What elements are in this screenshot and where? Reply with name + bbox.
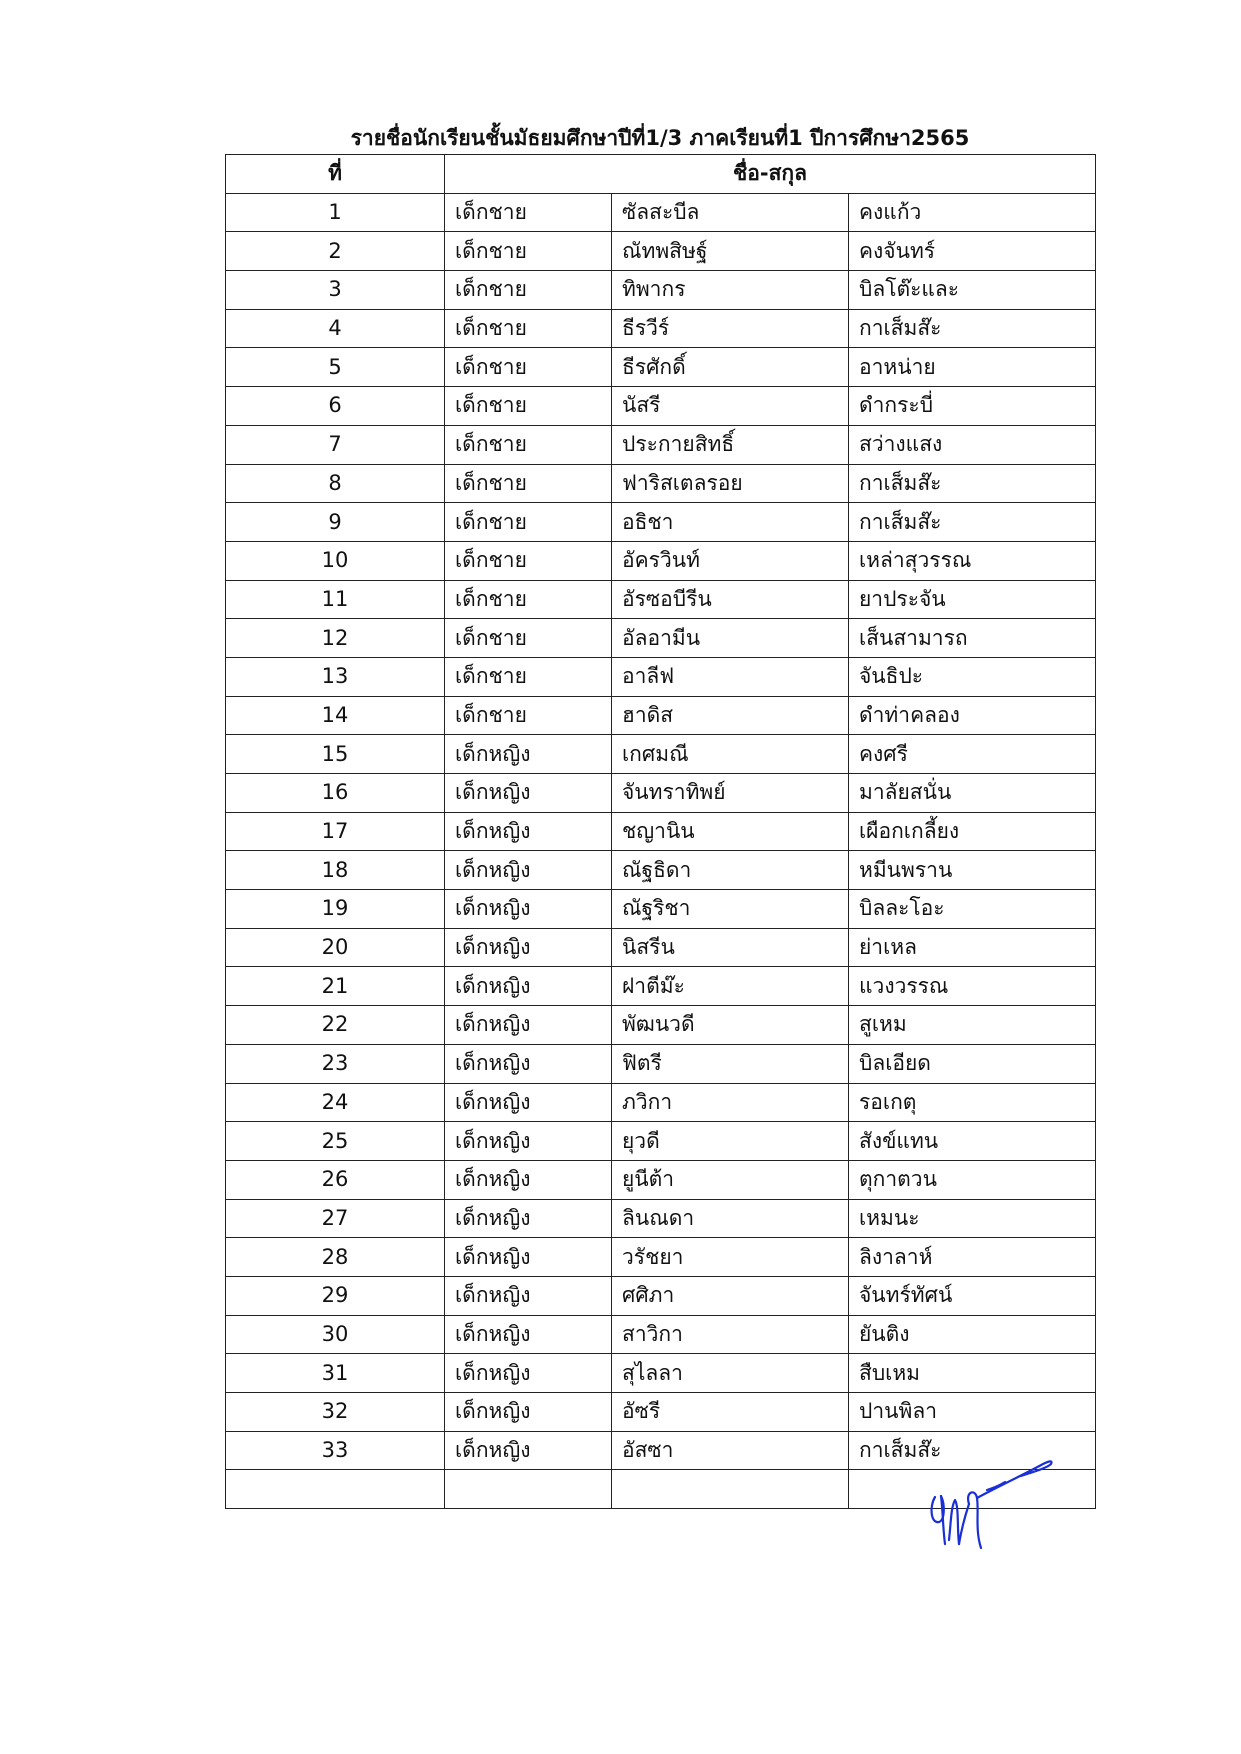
student-prefix: เด็กหญิง [445, 1122, 612, 1161]
student-number: 22 [226, 1006, 445, 1045]
student-number: 3 [226, 271, 445, 310]
student-first-name [612, 1470, 849, 1509]
student-number: 19 [226, 890, 445, 929]
table-row [226, 271, 1096, 310]
student-last-name: สูเหม [849, 1006, 1096, 1045]
student-first-name: พัฒนวดี [612, 1006, 849, 1045]
page-title: รายชื่อนักเรียนชั้นมัธยมศึกษาปีที่1/3 ภาคเรียนที่1 ปีการศึกษา2565 [350, 126, 970, 150]
student-last-name: ลิงาลาห์ [849, 1238, 1096, 1277]
table-row [226, 619, 1096, 658]
table-row [226, 774, 1096, 813]
student-last-name: ยาประจัน [849, 580, 1096, 619]
table-row [226, 735, 1096, 774]
student-prefix: เด็กชาย [445, 657, 612, 696]
table-row [226, 193, 1096, 232]
table-row [226, 425, 1096, 464]
table-row [226, 1393, 1096, 1432]
student-last-name: สังข์แทน [849, 1122, 1096, 1161]
student-number: 26 [226, 1160, 445, 1199]
student-prefix: เด็กหญิง [445, 1276, 612, 1315]
table-row [226, 928, 1096, 967]
table-row [226, 1276, 1096, 1315]
table-row [226, 1044, 1096, 1083]
student-first-name: อาลีฟ [612, 657, 849, 696]
table-row [226, 657, 1096, 696]
student-prefix: เด็กหญิง [445, 774, 612, 813]
student-last-name: อาหน่าย [849, 348, 1096, 387]
student-first-name: อัซรี [612, 1393, 849, 1432]
student-last-name: ปานพิลา [849, 1393, 1096, 1432]
student-number: 33 [226, 1431, 445, 1470]
student-first-name: ยุวดี [612, 1122, 849, 1161]
student-prefix: เด็กหญิง [445, 1393, 612, 1432]
table-row [226, 464, 1096, 503]
table-row [226, 387, 1096, 426]
student-first-name: ฟาริสเตลรอย [612, 464, 849, 503]
student-last-name: จันธิปะ [849, 657, 1096, 696]
table-row [226, 1354, 1096, 1393]
student-number: 32 [226, 1393, 445, 1432]
table-row [226, 503, 1096, 542]
table-row [226, 812, 1096, 851]
student-first-name: ลินณดา [612, 1199, 849, 1238]
student-prefix: เด็กชาย [445, 464, 612, 503]
student-prefix: เด็กชาย [445, 541, 612, 580]
student-number: 28 [226, 1238, 445, 1277]
table-body [226, 193, 1096, 1508]
student-first-name: อัรซอบีรีน [612, 580, 849, 619]
table-header-row [226, 155, 1096, 194]
student-prefix [445, 1470, 612, 1509]
student-first-name: ยูนีต้า [612, 1160, 849, 1199]
table-row [226, 1160, 1096, 1199]
student-first-name: นิสรีน [612, 928, 849, 967]
student-prefix: เด็กหญิง [445, 1238, 612, 1277]
student-first-name: ทิพากร [612, 271, 849, 310]
student-number: 25 [226, 1122, 445, 1161]
table-row [226, 967, 1096, 1006]
student-first-name: ซัลสะบีล [612, 193, 849, 232]
student-prefix: เด็กหญิง [445, 1199, 612, 1238]
student-last-name: สว่างแสง [849, 425, 1096, 464]
student-last-name: คงศรี [849, 735, 1096, 774]
table-row [226, 1006, 1096, 1045]
student-number: 12 [226, 619, 445, 658]
student-number: 6 [226, 387, 445, 426]
student-number: 24 [226, 1083, 445, 1122]
student-number: 8 [226, 464, 445, 503]
table-row [226, 1199, 1096, 1238]
student-first-name: สุไลลา [612, 1354, 849, 1393]
student-first-name: ณัฐธิดา [612, 851, 849, 890]
student-last-name: บิลโต๊ะและ [849, 271, 1096, 310]
student-number: 13 [226, 657, 445, 696]
table-row [226, 232, 1096, 271]
student-prefix: เด็กหญิง [445, 1160, 612, 1199]
student-prefix: เด็กหญิง [445, 928, 612, 967]
student-number: 15 [226, 735, 445, 774]
student-first-name: ชญานิน [612, 812, 849, 851]
student-last-name: เผือกเกลี้ยง [849, 812, 1096, 851]
student-first-name: ฟิตรี [612, 1044, 849, 1083]
student-first-name: อธิชา [612, 503, 849, 542]
student-prefix: เด็กหญิง [445, 812, 612, 851]
student-number: 30 [226, 1315, 445, 1354]
student-last-name: กาเส็มส๊ะ [849, 1431, 1096, 1470]
table-row [226, 890, 1096, 929]
student-first-name: ศศิภา [612, 1276, 849, 1315]
student-first-name: ภวิกา [612, 1083, 849, 1122]
student-last-name: ดำกระบี่ [849, 387, 1096, 426]
student-number: 10 [226, 541, 445, 580]
student-prefix: เด็กชาย [445, 232, 612, 271]
student-first-name: สาวิกา [612, 1315, 849, 1354]
student-number: 17 [226, 812, 445, 851]
student-number: 29 [226, 1276, 445, 1315]
signature-icon [925, 1452, 1075, 1562]
student-number: 27 [226, 1199, 445, 1238]
student-prefix: เด็กชาย [445, 387, 612, 426]
student-number: 1 [226, 193, 445, 232]
student-prefix: เด็กหญิง [445, 1083, 612, 1122]
student-last-name: หมีนพราน [849, 851, 1096, 890]
student-prefix: เด็กชาย [445, 309, 612, 348]
table-row [226, 851, 1096, 890]
student-prefix: เด็กหญิง [445, 890, 612, 929]
table-row [226, 1083, 1096, 1122]
student-first-name: ฮาดิส [612, 696, 849, 735]
student-last-name: คงแก้ว [849, 193, 1096, 232]
student-number: 21 [226, 967, 445, 1006]
student-first-name: นัสรี [612, 387, 849, 426]
table-row [226, 1238, 1096, 1277]
student-prefix: เด็กหญิง [445, 1315, 612, 1354]
table-row [226, 1315, 1096, 1354]
student-number: 5 [226, 348, 445, 387]
handwritten-signature [932, 1461, 1052, 1548]
student-first-name: เกศมณี [612, 735, 849, 774]
student-prefix: เด็กชาย [445, 503, 612, 542]
student-roster-table [225, 154, 1096, 1509]
student-last-name: มาลัยสนั่น [849, 774, 1096, 813]
student-first-name: อัสซา [612, 1431, 849, 1470]
student-number: 2 [226, 232, 445, 271]
student-last-name: ย่าเหล [849, 928, 1096, 967]
table-row [226, 348, 1096, 387]
student-prefix: เด็กชาย [445, 193, 612, 232]
student-number: 14 [226, 696, 445, 735]
student-number: 23 [226, 1044, 445, 1083]
student-prefix: เด็กหญิง [445, 1354, 612, 1393]
student-first-name: ฝาตีม๊ะ [612, 967, 849, 1006]
table-row [226, 309, 1096, 348]
student-last-name: สืบเหม [849, 1354, 1096, 1393]
student-first-name: ณัทพสิษฐ์ [612, 232, 849, 271]
student-prefix: เด็กหญิง [445, 967, 612, 1006]
student-number: 4 [226, 309, 445, 348]
student-last-name: กาเส็มส๊ะ [849, 503, 1096, 542]
student-last-name: ตุกาตวน [849, 1160, 1096, 1199]
header-full-name: ชื่อ-สกุล [445, 155, 1096, 194]
table-row [226, 580, 1096, 619]
student-number: 11 [226, 580, 445, 619]
student-first-name: ประกายสิทธิ์ [612, 425, 849, 464]
student-last-name: เหมนะ [849, 1199, 1096, 1238]
student-last-name: รอเกตุ [849, 1083, 1096, 1122]
student-number: 16 [226, 774, 445, 813]
student-last-name: เส็นสามารถ [849, 619, 1096, 658]
student-last-name: กาเส็มส๊ะ [849, 309, 1096, 348]
student-last-name: จันทร์ทัศน์ [849, 1276, 1096, 1315]
student-prefix: เด็กชาย [445, 271, 612, 310]
student-prefix: เด็กหญิง [445, 851, 612, 890]
student-prefix: เด็กชาย [445, 348, 612, 387]
student-first-name: อัครวินท์ [612, 541, 849, 580]
student-number: 9 [226, 503, 445, 542]
student-number: 31 [226, 1354, 445, 1393]
student-last-name: บิลละโอะ [849, 890, 1096, 929]
student-prefix: เด็กชาย [445, 696, 612, 735]
header-number: ที่ [226, 155, 445, 194]
student-prefix: เด็กหญิง [445, 1044, 612, 1083]
student-prefix: เด็กหญิง [445, 1006, 612, 1045]
student-last-name: กาเส็มส๊ะ [849, 464, 1096, 503]
student-number: 18 [226, 851, 445, 890]
student-prefix: เด็กชาย [445, 425, 612, 464]
student-last-name: เหล่าสุวรรณ [849, 541, 1096, 580]
student-first-name: ธีรวีร์ [612, 309, 849, 348]
table-row [226, 541, 1096, 580]
student-first-name: วรัชยา [612, 1238, 849, 1277]
student-prefix: เด็กชาย [445, 580, 612, 619]
student-last-name: ดำท่าคลอง [849, 696, 1096, 735]
student-first-name: ธีรศักดิ์ [612, 348, 849, 387]
student-last-name: แวงวรรณ [849, 967, 1096, 1006]
student-first-name: ณัฐริชา [612, 890, 849, 929]
student-prefix: เด็กหญิง [445, 735, 612, 774]
table-row [226, 696, 1096, 735]
student-last-name: คงจันทร์ [849, 232, 1096, 271]
student-prefix: เด็กชาย [445, 619, 612, 658]
student-first-name: อัลอามีน [612, 619, 849, 658]
student-prefix: เด็กหญิง [445, 1431, 612, 1470]
student-number: 7 [226, 425, 445, 464]
student-first-name: จันทราทิพย์ [612, 774, 849, 813]
student-last-name: บิลเอียด [849, 1044, 1096, 1083]
student-number [226, 1470, 445, 1509]
student-last-name: ยันติง [849, 1315, 1096, 1354]
student-number: 20 [226, 928, 445, 967]
table-row [226, 1122, 1096, 1161]
